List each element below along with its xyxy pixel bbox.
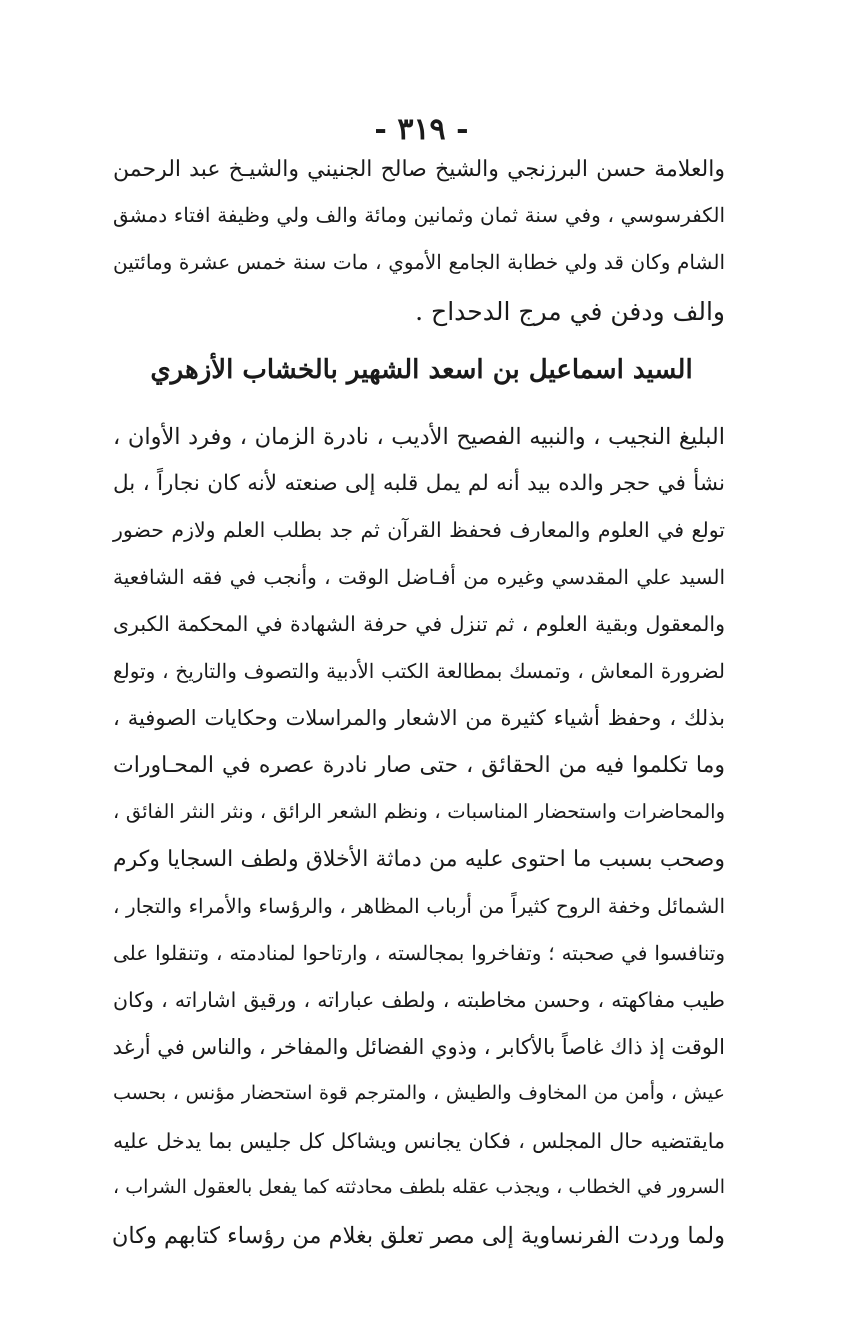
text-line: ولما وردت الفرنساوية إلى مصر تعلق بغلام من رؤساء كتابهم وكان [111, 1223, 725, 1249]
text-line: وتنافسوا في صحبته ؛ وتفاخروا بمجالسته ، وارتاحوا لمنادمته ، وتنقلوا على [113, 941, 725, 965]
biography-heading: السيد اسماعيل بن اسعد الشهير بالخشاب الأزهري [150, 355, 693, 385]
text-line: وما تكلموا فيه من الحقائق ، حتى صار نادرة عصره في المحـاورات [113, 753, 725, 778]
text-line: السرور في الخطاب ، ويجذب عقله بلطف محادثته كما يفعل بالعقول الشراب ، [113, 1176, 725, 1198]
page-number: - ٣١٩ - [374, 112, 469, 147]
text-line: بذلك ، وحفظ أشياء كثيرة من الاشعار والمراسلات وحكايات الصوفية ، [113, 706, 725, 730]
text-line: عيش ، وأمن من المخاوف والطيش ، والمترجم قوة استحضار مؤنس ، بحسب [113, 1082, 725, 1104]
text-line: السيد علي المقدسي وغيره من أفـاضل الوقت ، وأنجب في فقه الشافعية [113, 565, 726, 589]
text-line: مايقتضيه حال المجلس ، فكان يجانس ويشاكل كل جليس بما يدخل عليه [113, 1129, 725, 1153]
text-line: والعلامة حسن البرزنجي والشيخ صالح الجنيني والشيـخ عبد الرحمن [113, 157, 725, 182]
text-line: الشام وكان قد ولي خطابة الجامع الأموي ، مات سنة خمس عشرة ومائتين [113, 250, 725, 274]
text-line: طيب مفاكهته ، وحسن مخاطبته ، ولطف عباراته ، ورقيق اشاراته ، وكان [113, 988, 725, 1012]
text-line: والمحاضرات واستحضار المناسبات ، ونظم الشعر الرائق ، ونثر النثر الفائق ، [113, 800, 725, 823]
text-line: لضرورة المعاش ، وتمسك بمطالعة الكتب الأدبية والتصوف والتاريخ ، وتولع [113, 659, 725, 683]
text-line: وصحب بسبب ما احتوى عليه من دماثة الأخلاق ولطف السجايا وكرم [113, 847, 725, 872]
text-line: والمعقول وبقية العلوم ، ثم تنزل في حرفة الشهادة في المحكمة الكبرى [113, 612, 725, 636]
text-line: الشمائل وخفة الروح كثيراً من أرباب المظاهر ، والرؤساء والأمراء والتجار ، [113, 894, 725, 918]
text-line: نشأ في حجر والده بيد أنه لم يمل قلبه إلى صنعته لأنه كان نجاراً ، بل [113, 471, 725, 496]
text-line: والف ودفن في مرج الدحداح . [415, 297, 725, 326]
text-line: الوقت إذ ذاك غاصاً بالأكابر ، وذوي الفضائل والمفاخر ، والناس في أرغد [112, 1035, 725, 1059]
text-line: تولع في العلوم والمعارف فحفظ القرآن ثم جد بطلب العلم ولازم حضور [113, 518, 725, 542]
text-line: الكفرسوسي ، وفي سنة ثمان وثمانين ومائة والف ولي وظيفة افتاء دمشق [113, 203, 725, 227]
text-line: البليغ النجيب ، والنبيه الفصيح الأديب ، نادرة الزمان ، وفرد الأوان ، [113, 424, 725, 450]
